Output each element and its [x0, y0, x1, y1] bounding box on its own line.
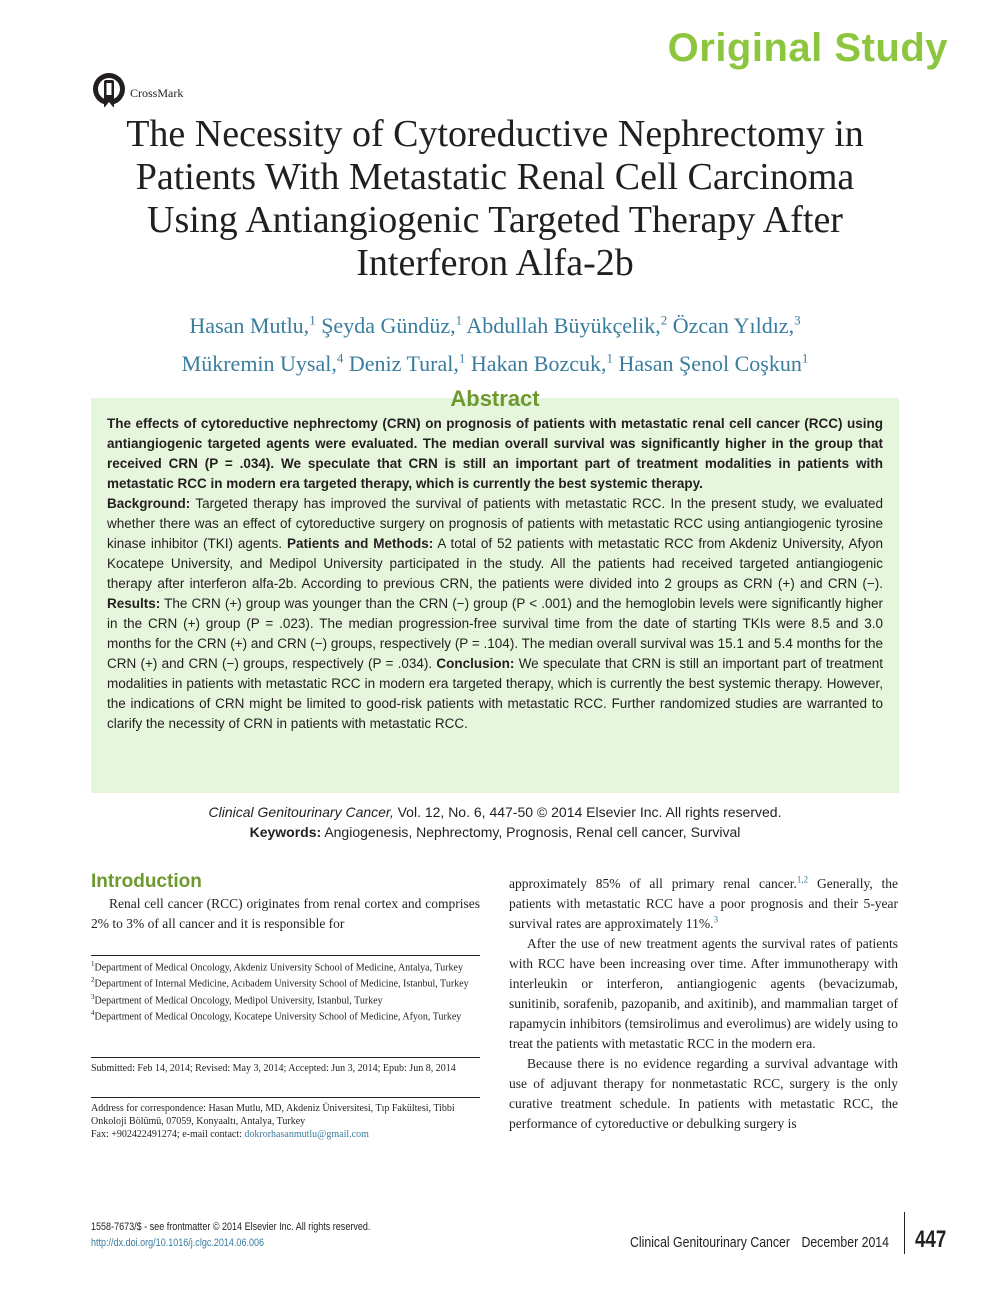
abstract-summary: The effects of cytoreductive nephrectomy (CRN) on prognosis of patients with metastatic renal cell cancer (RCC) using antiangiogenic targeted agents were evaluated. The median overall survival was significantly higher in the group that received CRN (P = .034). We speculate that CRN is still an important part of treatment modalities in patients with metastatic RCC in modern era targeted therapy, which is currently the best systemic therapy.: [107, 416, 883, 491]
footer-journal: Clinical Genitourinary Cancer December 2014: [630, 1234, 889, 1251]
footnote-rule: [91, 955, 480, 956]
issn-line: 1558-7673/$ - see frontmatter © 2014 Elsevier Inc. All rights reserved.: [91, 1221, 371, 1233]
crossmark-icon: [92, 72, 126, 115]
abstract-heading: Abstract: [450, 386, 540, 411]
affiliation: $^3$Department of Medical Oncology, Medipol University, Istanbul, Turkey: [91, 992, 383, 1006]
section-label: Original Study: [667, 26, 948, 70]
affiliations: [91, 958, 480, 1023]
affiliation: $^1$Department of Medical Oncology, Akdeniz University School of Medicine, Antalya, Turkey: [91, 960, 463, 974]
footer-left: [91, 1219, 370, 1251]
author[interactable]: Hasan Mutlu,$^1$: [189, 313, 316, 339]
footnote-rule: [91, 1057, 480, 1058]
affiliation: $^2$Department of Internal Medicine, Acıbadem University School of Medicine, Istanbul, Turkey: [91, 976, 469, 990]
affiliation: $^4$Department of Medical Oncology, Kocatepe University School of Medicine, Afyon, Turkey: [91, 1008, 462, 1023]
introduction-heading: Introduction: [91, 871, 202, 892]
reference-link[interactable]: 3: [713, 914, 719, 925]
author[interactable]: Hakan Bozcuk,$^1$: [470, 350, 613, 376]
reference-link[interactable]: 1,2: [796, 874, 809, 885]
correspondence: Address for correspondence: Hasan Mutlu, MD, Akdeniz Üniversitesi, Tıp Fakültesi, Tibbi Onkoloji Bölümü, 07059, Konyaaltı, Antalya, Turkey Fax: +902422491274; e-mail contact: dokrorhasanmutlu@gmail.com: [91, 1103, 455, 1140]
footer-divider: [904, 1212, 905, 1254]
author[interactable]: Özcan Yıldız,$^3$: [672, 313, 801, 339]
body-paragraph: After the use of new treatment agents the survival rates of patients with RCC have been increasing over time. After immunotherapy with interleukin or interferon, antiangiogenic agents (bevacizumab, sunitinib, sorafenib, pazopanib, and axitinib), and mammalian target of rapamycin inhibitors (temsirolimus and everolimus) are widely using to treat the patients with metastatic RCC in the modern era.: [509, 936, 898, 1051]
crossmark-badge[interactable]: [92, 72, 183, 115]
body-paragraph: approximately 85% of all primary renal cancer.$^{1,2}$ Generally, the patients with metastatic RCC have a poor prognosis and their 5-year survival rates are approximately 11%.$^3$: [509, 874, 898, 931]
author[interactable]: Deniz Tural,$^1$: [348, 350, 466, 376]
submission-dates: Submitted: Feb 14, 2014; Revised: May 3, 2014; Accepted: Jun 3, 2014; Epub: Jun 8, 2014: [91, 1063, 456, 1074]
intro-paragraph: Renal cell cancer (RCC) originates from renal cortex and comprises 2% to 3% of all cancer and it is responsible for: [91, 896, 480, 931]
crossmark-label: CrossMark: [130, 86, 184, 100]
email-link[interactable]: dokrorhasanmutlu@gmail.com: [244, 1129, 369, 1140]
doi-link[interactable]: http://dx.doi.org/10.1016/j.clgc.2014.06.006: [91, 1237, 265, 1249]
author[interactable]: Mükremin Uysal,$^4$: [181, 350, 344, 376]
right-column: [509, 874, 898, 1134]
author[interactable]: Şeyda Gündüz,$^1$: [321, 313, 463, 339]
citation: Clinical Genitourinary Cancer, Vol. 12, No. 6, 447-50 © 2014 Elsevier Inc. All rights reserved.: [208, 804, 782, 820]
page-number: 447: [915, 1226, 947, 1253]
footnote-rule: [91, 1097, 480, 1098]
body-paragraph: Because there is no evidence regarding a survival advantage with use of adjuvant therapy for nonmetastatic RCC, surgery is the only curative treatment schedule. In patients with metastatic RCC, the performance of cytoreductive or debulking surgery is: [509, 1056, 898, 1131]
left-column: [91, 894, 480, 934]
author[interactable]: Hasan Şenol Coşkun$^1$: [618, 350, 809, 376]
author-list: [95, 305, 895, 380]
article-title: The Necessity of Cytoreductive Nephrectomy in Patients With Metastatic Renal Cell Carcinoma Using Antiangiogenic Targeted Therapy After Interferon Alfa-2b: [126, 113, 864, 284]
abstract-box: [91, 398, 899, 793]
abstract-body: Background: Targeted therapy has improved the survival of patients with metastatic RCC. In the present study, we evaluated whether there was an effect of cytoreductive surgery on prognosis of patients with metastatic RCC using antiangiogenic tyrosine kinase inhibitor (TKI) agents. Patients and Methods: A total of 52 patients with metastatic RCC from Akdeniz University, Afyon Kocatepe University, and Medipol University participated in the study. All the patients had received targeted antiangiogenic therapy after interferon alfa-2b. According to previous CRN, the patients were divided into 2 groups as CRN (+) and CRN (−). Results: The CRN (+) group was younger than the CRN (−) group (P < .001) and the hemoglobin levels were significantly higher in the CRN (+) group (P = .023). The median progression-free survival time from the date of starting TKIs were 8.5 and 3.0 months for the CRN (+) and CRN (−) groups, respectively (P = .104). The median overall survival was 15.1 and 5.4 months for the CRN (+) and CRN (−) groups, respectively (P = .034). Conclusion: We speculate that CRN is still an important part of treatment modalities in patients with metastatic RCC in modern era targeted therapy, which is currently the best systemic therapy. However, the indications of CRN might be limited to good-risk patients with metastatic RCC. Further randomized studies are warranted to clarify the necessity of CRN in patients with metastatic RCC.: [107, 496, 884, 731]
keywords: Keywords: Angiogenesis, Nephrectomy, Prognosis, Renal cell cancer, Survival: [249, 824, 741, 840]
author[interactable]: Abdullah Büyükçelik,$^2$: [466, 313, 668, 339]
